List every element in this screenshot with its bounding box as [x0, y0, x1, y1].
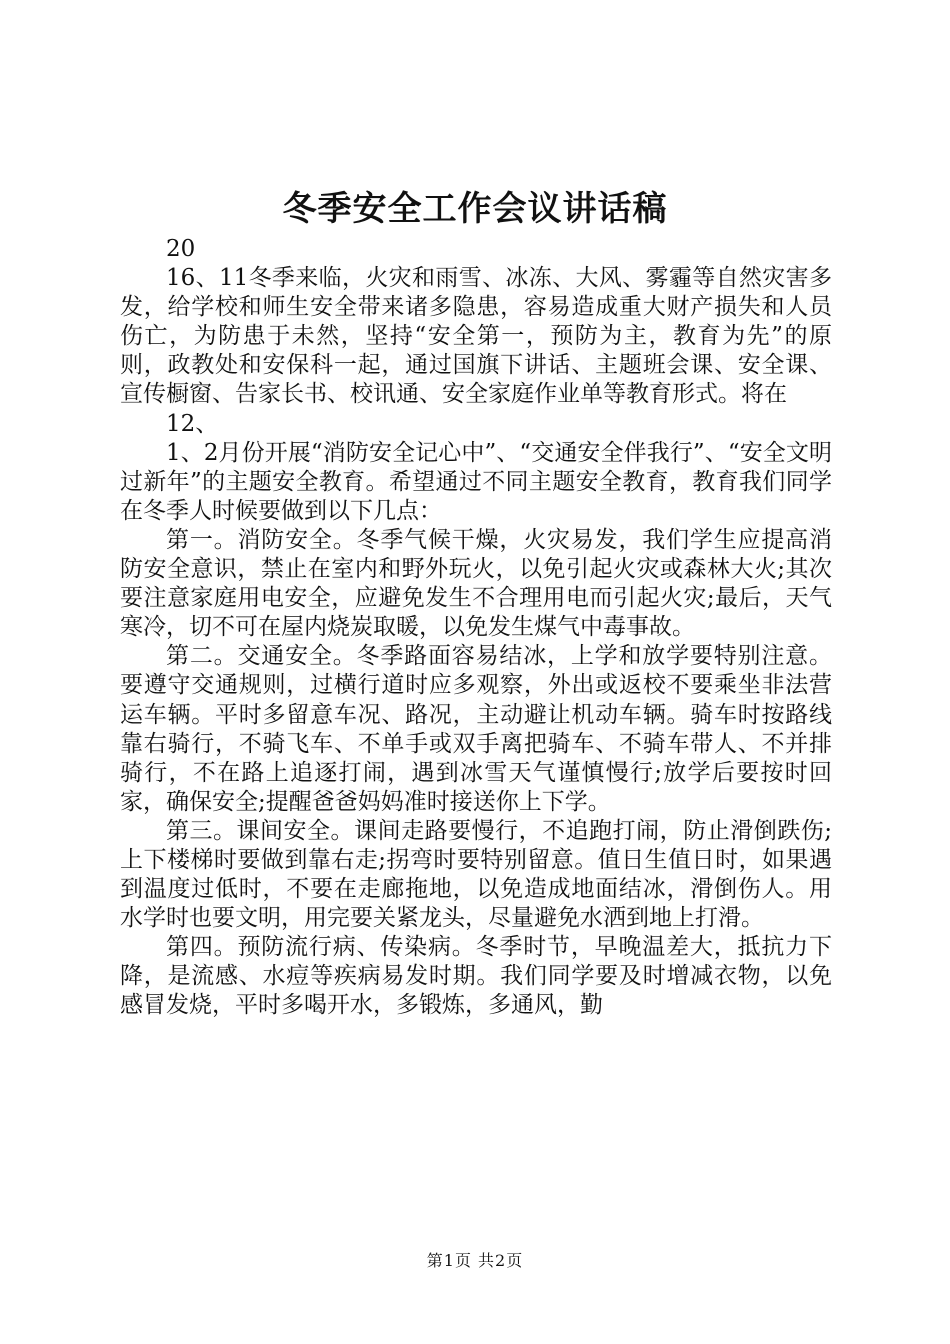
paragraph: 第二。交通安全。冬季路面容易结冰，上学和放学要特别注意。要遵守交通规则，过横行道时应多观察，外出或返校不要乘坐非法营运车辆。平时多留意车况、路况，主动避让机动车辆。骑车时按路线靠右骑行，不骑飞车、不单手或双手离把骑车、不骑车带人、不并排骑行，不在路上追逐打闹，遇到冰雪天气谨慎慢行;放学后要按时回家，确保安全;提醒爸爸妈妈准时接送你上下学。 [120, 643, 832, 815]
paragraph: 20 [166, 236, 196, 262]
document-body [120, 235, 832, 1021]
paragraph: 第四。预防流行病、传染病。冬季时节，早晚温差大，抵抗力下降，是流感、水痘等疾病易发时期。我们同学要及时增减衣物，以免感冒发烧，平时多喝开水，多锻炼，多通风，勤 [120, 934, 832, 1019]
paragraph: 12、 [166, 410, 219, 437]
document-title: 冬季安全工作会议讲话稿 [282, 189, 668, 229]
paragraph: 1、2月份开展“消防安全记心中”、“交通安全伴我行”、“安全文明过新年”的主题安全教育。希望通过不同主题安全教育，教育我们同学在冬季人时候要做到以下几点： [120, 439, 832, 524]
paragraph: 第三。课间安全。课间走路要慢行，不追跑打闹，防止滑倒跌伤;上下楼梯时要做到靠右走;拐弯时要特别留意。值日生值日时，如果遇到温度过低时，不要在走廊拖地，以免造成地面结冰，滑倒伤人。用水学时也要文明，用完要关紧龙头，尽量避免水洒到地上打滑。 [120, 817, 832, 932]
paragraph: 第一。消防安全。冬季气候干燥，火灾易发，我们学生应提高消防安全意识，禁止在室内和野外玩火，以免引起火灾或森林大火;其次要注意家庭用电安全，应避免发生不合理用电而引起火灾;最后，天气寒冷，切不可在屋内烧炭取暖，以免发生煤气中毒事故。 [120, 526, 832, 641]
page-footer: 第1页 共2页 [426, 1251, 524, 1270]
paragraph: 16、11冬季来临，火灾和雨雪、冰冻、大风、雾霾等自然灾害多发，给学校和师生安全带来诸多隐患，容易造成重大财产损失和人员伤亡，为防患于未然，坚持“安全第一，预防为主，教育为先”的原则，政教处和安保科一起，通过国旗下讲话、主题班会课、安全课、宣传橱窗、告家长书、校讯通、安全家庭作业单等教育形式。将在 [120, 265, 832, 408]
